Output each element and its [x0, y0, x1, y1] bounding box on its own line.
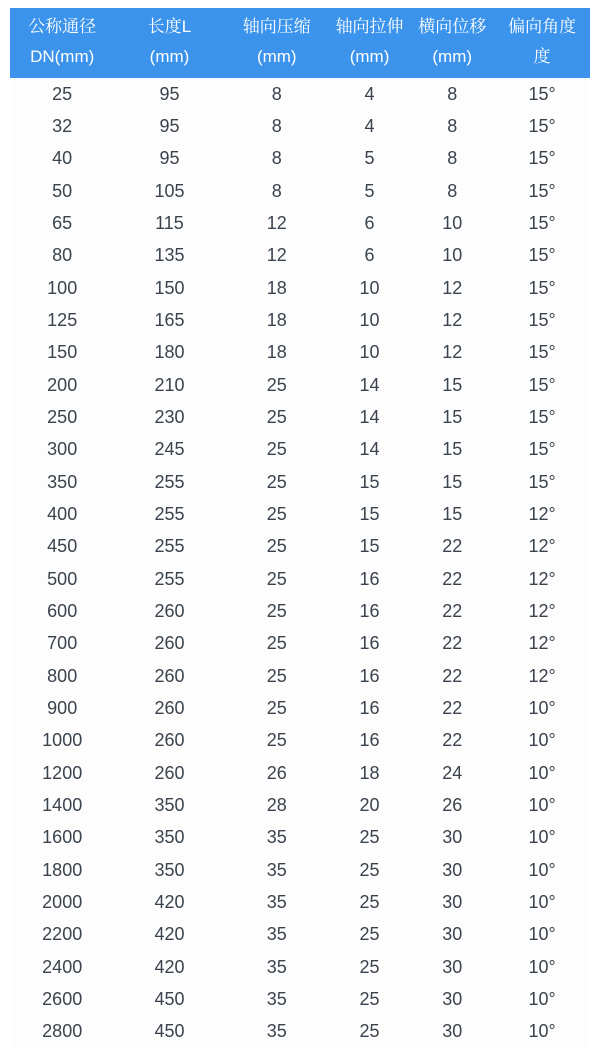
table-cell: 18: [225, 304, 329, 336]
table-row: [10, 110, 590, 142]
table-cell: 25: [329, 983, 410, 1015]
table-cell: 30: [410, 886, 494, 918]
table-cell: 10°: [494, 789, 590, 821]
table-cell: 22: [410, 692, 494, 724]
table-cell: 25: [329, 822, 410, 854]
table-cell: 10°: [494, 757, 590, 789]
col-title: 横向位移: [418, 17, 487, 36]
table-cell: 8: [410, 175, 494, 207]
table-cell: 25: [225, 466, 329, 498]
col-title: 轴向压缩: [242, 17, 311, 36]
table-cell: 300: [10, 434, 114, 466]
table-cell: 2000: [10, 886, 114, 918]
table-cell: 35: [225, 822, 329, 854]
table-cell: 25: [10, 78, 114, 110]
col-header-axial-compression: [225, 8, 329, 78]
table-cell: 22: [410, 595, 494, 627]
table-cell: 35: [225, 951, 329, 983]
table-cell: 35: [225, 919, 329, 951]
table-row: [10, 304, 590, 336]
table-cell: 35: [225, 983, 329, 1015]
table-cell: 14: [329, 369, 410, 401]
table-cell: 15: [329, 531, 410, 563]
table-cell: 65: [10, 207, 114, 239]
table-cell: 230: [114, 401, 224, 433]
table-cell: 10°: [494, 983, 590, 1015]
table-row: [10, 337, 590, 369]
table-cell: 150: [114, 272, 224, 304]
table-cell: 500: [10, 563, 114, 595]
table-cell: 15: [410, 401, 494, 433]
col-unit: 度: [533, 47, 551, 66]
table-cell: 35: [225, 886, 329, 918]
table-cell: 350: [114, 854, 224, 886]
table-cell: 15°: [494, 110, 590, 142]
table-cell: 255: [114, 563, 224, 595]
table-cell: 15: [329, 498, 410, 530]
table-cell: 5: [329, 143, 410, 175]
table-cell: 1400: [10, 789, 114, 821]
table-cell: 22: [410, 563, 494, 595]
table-cell: 135: [114, 240, 224, 272]
table-cell: 600: [10, 595, 114, 627]
table-cell: 25: [225, 628, 329, 660]
table-cell: 10°: [494, 886, 590, 918]
table-row: [10, 401, 590, 433]
table-row: [10, 78, 590, 110]
table-cell: 10°: [494, 1016, 590, 1048]
header-row: [10, 8, 590, 78]
table-row: [10, 531, 590, 563]
col-unit: (mm): [149, 47, 190, 66]
table-cell: 25: [225, 401, 329, 433]
table-row: [10, 563, 590, 595]
table-cell: 30: [410, 951, 494, 983]
table-row: [10, 692, 590, 724]
table-cell: 22: [410, 628, 494, 660]
table-row: [10, 434, 590, 466]
table-cell: 12°: [494, 531, 590, 563]
table-cell: 22: [410, 660, 494, 692]
table-cell: 16: [329, 595, 410, 627]
table-cell: 25: [329, 886, 410, 918]
table-cell: 1200: [10, 757, 114, 789]
table-cell: 30: [410, 919, 494, 951]
table-cell: 16: [329, 563, 410, 595]
table-cell: 150: [10, 337, 114, 369]
table-cell: 10°: [494, 919, 590, 951]
col-header-axial-extension: [329, 8, 410, 78]
table-cell: 4: [329, 110, 410, 142]
table-cell: 200: [10, 369, 114, 401]
table-row: [10, 757, 590, 789]
table-cell: 28: [225, 789, 329, 821]
table-cell: 12: [410, 337, 494, 369]
table-cell: 6: [329, 207, 410, 239]
table-row: [10, 919, 590, 951]
table-cell: 900: [10, 692, 114, 724]
table-cell: 260: [114, 692, 224, 724]
table-cell: 95: [114, 78, 224, 110]
expansion-joint-spec-table: [10, 8, 590, 1048]
table-cell: 40: [10, 143, 114, 175]
table-cell: 12: [225, 240, 329, 272]
table-cell: 2600: [10, 983, 114, 1015]
table-cell: 1000: [10, 725, 114, 757]
table-cell: 12: [410, 304, 494, 336]
table-cell: 26: [410, 789, 494, 821]
table-row: [10, 240, 590, 272]
table-cell: 25: [225, 595, 329, 627]
table-cell: 10°: [494, 951, 590, 983]
table-cell: 450: [114, 1016, 224, 1048]
table-cell: 25: [329, 951, 410, 983]
table-cell: 15°: [494, 369, 590, 401]
table-cell: 10: [410, 240, 494, 272]
table-cell: 95: [114, 143, 224, 175]
table-cell: 15: [410, 498, 494, 530]
table-cell: 1800: [10, 854, 114, 886]
table-cell: 16: [329, 725, 410, 757]
col-title: 长度L: [147, 17, 192, 36]
table-cell: 10°: [494, 725, 590, 757]
table-cell: 10°: [494, 822, 590, 854]
table-cell: 700: [10, 628, 114, 660]
table-cell: 14: [329, 434, 410, 466]
table-cell: 25: [329, 854, 410, 886]
table-cell: 2800: [10, 1016, 114, 1048]
table-cell: 15°: [494, 240, 590, 272]
table-cell: 12: [410, 272, 494, 304]
col-unit: (mm): [256, 47, 297, 66]
table-cell: 260: [114, 595, 224, 627]
col-header-lateral-displacement: [410, 8, 494, 78]
table-row: [10, 725, 590, 757]
table-cell: 12: [225, 207, 329, 239]
table-cell: 10: [410, 207, 494, 239]
table-cell: 420: [114, 919, 224, 951]
table-cell: 15: [410, 434, 494, 466]
table-cell: 15: [329, 466, 410, 498]
table-cell: 30: [410, 822, 494, 854]
table-cell: 10: [329, 304, 410, 336]
table-cell: 8: [225, 143, 329, 175]
table-row: [10, 660, 590, 692]
table-cell: 12°: [494, 498, 590, 530]
table-cell: 12°: [494, 595, 590, 627]
table-cell: 1600: [10, 822, 114, 854]
table-cell: 35: [225, 1016, 329, 1048]
table-cell: 50: [10, 175, 114, 207]
table-cell: 25: [225, 498, 329, 530]
table-cell: 8: [225, 110, 329, 142]
table-cell: 30: [410, 983, 494, 1015]
table-cell: 350: [114, 822, 224, 854]
table-row: [10, 369, 590, 401]
table-cell: 8: [225, 78, 329, 110]
table-cell: 2400: [10, 951, 114, 983]
col-unit: DN(mm): [30, 47, 95, 66]
table-cell: 255: [114, 498, 224, 530]
table-row: [10, 822, 590, 854]
table-body: [10, 78, 590, 1048]
table-cell: 35: [225, 854, 329, 886]
table-row: [10, 951, 590, 983]
table-cell: 15°: [494, 466, 590, 498]
table-row: [10, 175, 590, 207]
table-cell: 15°: [494, 78, 590, 110]
col-unit: (mm): [349, 47, 390, 66]
table-row: [10, 595, 590, 627]
col-unit: (mm): [432, 47, 473, 66]
table-cell: 30: [410, 854, 494, 886]
table-cell: 30: [410, 1016, 494, 1048]
table-cell: 4: [329, 78, 410, 110]
table-cell: 260: [114, 660, 224, 692]
table-cell: 15°: [494, 272, 590, 304]
table-cell: 250: [10, 401, 114, 433]
table-header: [10, 8, 590, 78]
table-cell: 420: [114, 886, 224, 918]
table-cell: 25: [225, 725, 329, 757]
table-row: [10, 628, 590, 660]
table-cell: 245: [114, 434, 224, 466]
table-cell: 16: [329, 692, 410, 724]
table-cell: 255: [114, 466, 224, 498]
table-cell: 15°: [494, 434, 590, 466]
table-cell: 25: [329, 919, 410, 951]
col-title: 公称通径: [28, 17, 97, 36]
table-cell: 450: [10, 531, 114, 563]
table-cell: 420: [114, 951, 224, 983]
table-row: [10, 143, 590, 175]
table-row: [10, 466, 590, 498]
table-cell: 2200: [10, 919, 114, 951]
table-cell: 15°: [494, 401, 590, 433]
table-cell: 10: [329, 272, 410, 304]
table-cell: 24: [410, 757, 494, 789]
table-cell: 12°: [494, 563, 590, 595]
table-cell: 115: [114, 207, 224, 239]
table-cell: 100: [10, 272, 114, 304]
table-cell: 25: [225, 531, 329, 563]
table-cell: 25: [225, 369, 329, 401]
table-cell: 8: [225, 175, 329, 207]
table-cell: 8: [410, 110, 494, 142]
table-cell: 800: [10, 660, 114, 692]
table-row: [10, 207, 590, 239]
table-cell: 210: [114, 369, 224, 401]
table-cell: 15: [410, 369, 494, 401]
table-cell: 22: [410, 725, 494, 757]
table-cell: 350: [10, 466, 114, 498]
table-cell: 12°: [494, 660, 590, 692]
table-cell: 10: [329, 337, 410, 369]
table-cell: 105: [114, 175, 224, 207]
col-title: 偏向角度: [508, 17, 577, 36]
table-cell: 12°: [494, 628, 590, 660]
table-cell: 25: [225, 660, 329, 692]
table-row: [10, 854, 590, 886]
table-cell: 400: [10, 498, 114, 530]
table-row: [10, 272, 590, 304]
table-row: [10, 983, 590, 1015]
col-header-length: [114, 8, 224, 78]
table-cell: 6: [329, 240, 410, 272]
table-cell: 18: [225, 272, 329, 304]
table-cell: 8: [410, 143, 494, 175]
table-cell: 15°: [494, 337, 590, 369]
table-cell: 450: [114, 983, 224, 1015]
table-row: [10, 1016, 590, 1048]
table-cell: 14: [329, 401, 410, 433]
table-cell: 22: [410, 531, 494, 563]
col-title: 轴向拉伸: [335, 17, 404, 36]
table-cell: 10°: [494, 854, 590, 886]
table-cell: 8: [410, 78, 494, 110]
table-cell: 165: [114, 304, 224, 336]
table-cell: 350: [114, 789, 224, 821]
table-cell: 15°: [494, 143, 590, 175]
table-cell: 25: [225, 434, 329, 466]
table-row: [10, 498, 590, 530]
col-header-deflection-angle: [494, 8, 590, 78]
table-cell: 260: [114, 628, 224, 660]
table-cell: 25: [225, 692, 329, 724]
table-cell: 20: [329, 789, 410, 821]
table-cell: 18: [329, 757, 410, 789]
table-cell: 15°: [494, 304, 590, 336]
table-cell: 25: [329, 1016, 410, 1048]
table-cell: 16: [329, 660, 410, 692]
table-row: [10, 886, 590, 918]
table-cell: 260: [114, 757, 224, 789]
table-cell: 125: [10, 304, 114, 336]
table-row: [10, 789, 590, 821]
table-cell: 5: [329, 175, 410, 207]
table-cell: 18: [225, 337, 329, 369]
table-cell: 32: [10, 110, 114, 142]
table-cell: 15: [410, 466, 494, 498]
table-cell: 26: [225, 757, 329, 789]
table-cell: 10°: [494, 692, 590, 724]
table-cell: 180: [114, 337, 224, 369]
table-cell: 16: [329, 628, 410, 660]
table-cell: 255: [114, 531, 224, 563]
table-cell: 80: [10, 240, 114, 272]
col-header-nominal-diameter: [10, 8, 114, 78]
table-cell: 260: [114, 725, 224, 757]
table-cell: 95: [114, 110, 224, 142]
table-cell: 15°: [494, 207, 590, 239]
table-cell: 15°: [494, 175, 590, 207]
table-cell: 25: [225, 563, 329, 595]
